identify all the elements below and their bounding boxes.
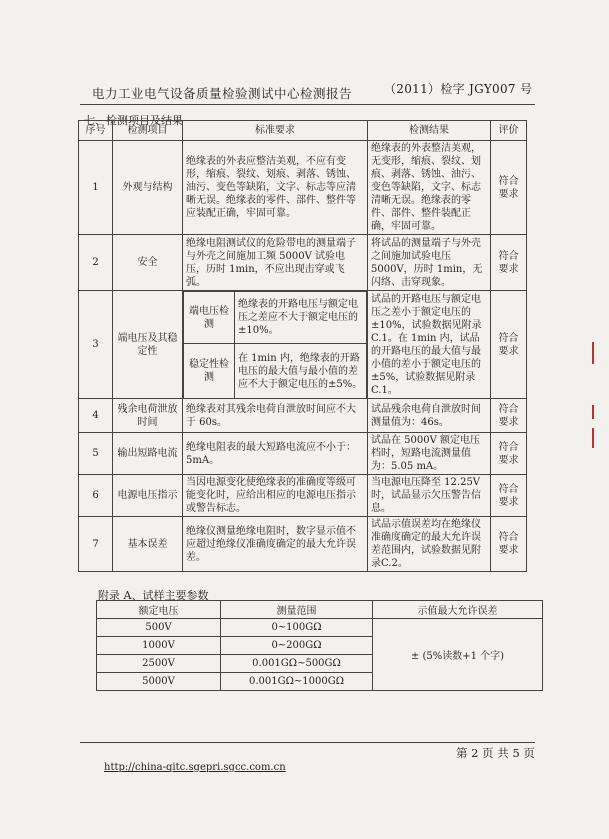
sub-requirement: 在 1min 内，绝缘表的开路电压的最大值与最小值的差应不大于额定电压的±5%。 [235, 344, 367, 398]
row-item: 外观与结构 [113, 141, 183, 235]
row-result: 试品在 5000V 额定电压档时，短路电流测量值为：5.05 mA。 [368, 433, 491, 475]
row-requirement: 绝缘电阻表的最大短路电流应不小于：5mA。 [183, 433, 368, 475]
seal-mark [592, 428, 594, 448]
sub-row [184, 292, 367, 344]
row-item: 安全 [113, 235, 183, 291]
table-row [79, 141, 527, 235]
table-row [79, 235, 527, 291]
row-result: 试品示值误差均在绝缘仪准确度确定的最大允许误差范围内，试验数据见附录C.2。 [368, 517, 491, 572]
appendix-title: 附录 A、试样主要参数 [98, 589, 209, 602]
table-row [79, 517, 527, 572]
sub-label: 端电压检测 [184, 292, 235, 344]
footer-divider [80, 742, 535, 743]
column-header: 额定电压 [97, 601, 221, 619]
seal-mark [592, 405, 594, 419]
sub-requirements [183, 291, 367, 398]
row-no: 2 [79, 235, 113, 291]
row-eval: 符合要求 [491, 433, 527, 475]
column-header: 评价 [491, 121, 527, 141]
table-row [97, 619, 543, 637]
column-header: 检测项目 [113, 121, 183, 141]
voltage-cell: 5000V [97, 673, 221, 691]
table-row [79, 399, 527, 433]
row-no: 3 [79, 291, 113, 399]
inspection-results-table [78, 120, 527, 572]
report-title: 电力工业电气设备质量检验测试中心检测报告 [92, 86, 353, 101]
report-number: （2011）检字 JGY007 号 [384, 82, 533, 96]
row-result: 试品残余电荷自泄放时间测量值为：46s。 [368, 399, 491, 433]
table-row [79, 433, 527, 475]
row-eval: 符合要求 [491, 141, 527, 235]
section-title: 七、检测项目及结果 [84, 114, 183, 127]
row-result: 绝缘表的外表整洁美观，无变形，缩痕、裂纹、划痕、剥落、锈蚀、油污、变色等缺陷，文字、标志清晰无误。绝缘表的零件、部件、整件装配正确，牢固可靠。 [368, 141, 491, 235]
seal-mark [592, 342, 594, 364]
column-header: 标准要求 [183, 121, 368, 141]
row-requirement: 当因电源变化使绝缘表的准确度等级可能变化时，应给出相应的电源电压指示或警告标志。 [183, 475, 368, 517]
sub-requirement: 绝缘表的开路电压与额定电压之差应不大于额定电压的±10%。 [235, 292, 367, 344]
row-item: 端电压及其稳定性 [113, 291, 183, 399]
row-requirement: 绝缘电阻测试仪的危险带电的测量端子与外壳之间施加工频 5000V 试验电压，历时 1min，不应出现击穿或飞弧。 [183, 235, 368, 291]
column-header: 检测结果 [368, 121, 491, 141]
row-requirement-split [183, 291, 368, 399]
footer-url: http://china-qitc.sgepri.sgcc.com.cn [104, 762, 286, 773]
row-eval: 符合要求 [491, 235, 527, 291]
column-header: 示值最大允许误差 [373, 601, 543, 619]
row-requirement: 绝缘表的外表应整洁美观，不应有变形，缩痕、裂纹、划痕、剥落、锈蚀、油污、变色等缺陷，文字、标志等应清晰无误。绝缘表的零件、部件、整件等应装配正确，牢固可靠。 [183, 141, 368, 235]
table-header-row [79, 121, 527, 141]
row-eval: 符合要求 [491, 475, 527, 517]
row-no: 6 [79, 475, 113, 517]
row-result: 当电源电压降至 12.25V 时，试品显示欠压警告信息。 [368, 475, 491, 517]
row-eval: 符合要求 [491, 291, 527, 399]
range-cell: 0.001GΩ~1000GΩ [221, 673, 373, 691]
row-item: 残余电荷泄放时间 [113, 399, 183, 433]
column-header: 序号 [79, 121, 113, 141]
table-row [79, 475, 527, 517]
row-requirement: 绝缘表对其残余电荷自泄放时间应不大于 60s。 [183, 399, 368, 433]
range-cell: 0~200GΩ [221, 637, 373, 655]
row-eval: 符合要求 [491, 399, 527, 433]
voltage-cell: 2500V [97, 655, 221, 673]
page-number: 第 2 页 共 5 页 [456, 746, 535, 760]
voltage-cell: 1000V [97, 637, 221, 655]
row-no: 7 [79, 517, 113, 572]
row-item: 输出短路电流 [113, 433, 183, 475]
row-item: 电源电压指示 [113, 475, 183, 517]
row-result: 试品的开路电压与额定电压之差小于额定电压的±10%，试验数据见附录C.1。在 1min 内，试品的开路电压的最大值与最小值的差小于额定电压的±5%，试验数据见附录 C.1。 [368, 291, 491, 399]
params-header-row [97, 601, 543, 619]
row-no: 5 [79, 433, 113, 475]
sub-row [184, 344, 367, 398]
row-no: 4 [79, 399, 113, 433]
range-cell: 0.001GΩ~500GΩ [221, 655, 373, 673]
table-row [79, 291, 527, 399]
column-header: 测量范围 [221, 601, 373, 619]
row-no: 1 [79, 141, 113, 235]
sub-label: 稳定性检测 [184, 344, 235, 398]
header-divider [80, 104, 535, 105]
row-result: 将试品的测量端子与外壳之间施加试验电压5000V，历时 1min，无闪络、击穿现象。 [368, 235, 491, 291]
row-eval: 符合要求 [491, 517, 527, 572]
sample-params-table [96, 600, 543, 691]
row-requirement: 绝缘仪测量绝缘电阻时，数字显示值不应超过绝缘仪准确度确定的最大允许误差。 [183, 517, 368, 572]
row-item: 基本误差 [113, 517, 183, 572]
range-cell: 0~100GΩ [221, 619, 373, 637]
error-cell: ± (5%读数+1 个字) [373, 619, 543, 691]
voltage-cell: 500V [97, 619, 221, 637]
